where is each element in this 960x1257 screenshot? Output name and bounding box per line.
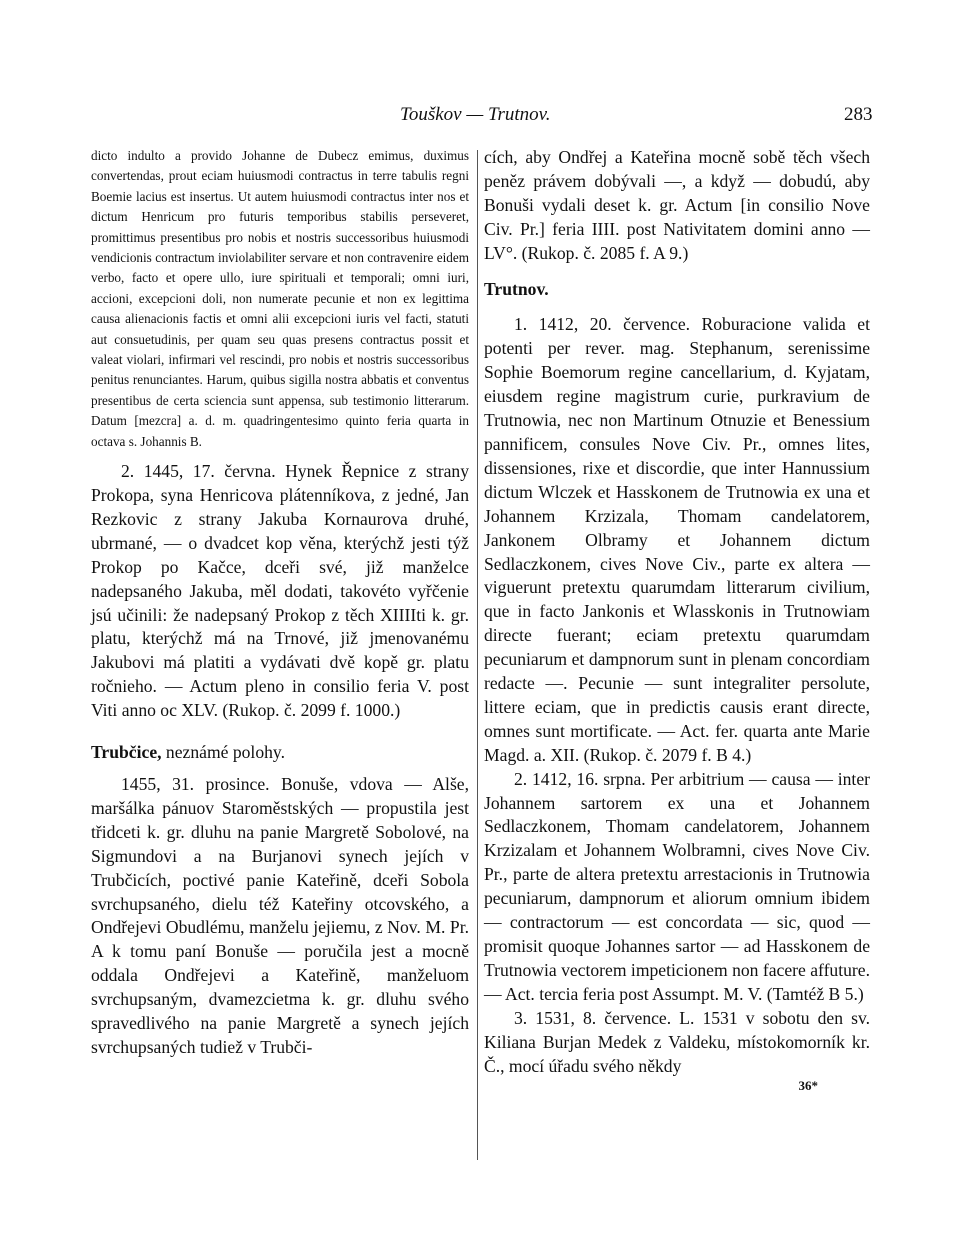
- entry-bonuse-paragraph: 1455, 31. prosince. Bonuše, vdova — Alše, maršálka pánuov Staroměstských — propustila jest třidceti k. gr. dluhu na panie Margretě Sobolové, na Sigmundovi a na Burjanovi synech jejích v Trubčicích, poctivé panie Kateřině, dceři Sobola svrchupsaného, dielu též Kateřiny otcovského, a Ondřejevi Obudlému, manželu jejiemu, z Nov. M. Pr. A k tomu paní Bonuše — poručila jest a mocně oddala Ondřejevi a Kateřině, manželuom svrchupsaným, dvamezcietma k. gr. dluhu svého spravedlivého na panie Margretě a synech jejích svrchupsaných tudiež v Trubči-: [91, 773, 469, 1057]
- latin-charter-paragraph: dicto indulto a provido Johanne de Dubecz emimus, duximus convertendas, prout eciam huiusmodi contractus in terre tabulis regni Boemie lacius est insertus. Ut autem huiusmodi contractus inter nos et dictum Henricum pro futuris temporibus stabilis perseveret, promittimus presentibus pro nobis et nostris successoribus huiusmodi vendicionis contractum inviolabiliter servare et non contravenire eidem verbo, facto et opere ullo, iure spirituali et temporali; omni iuri, accioni, excepcioni doli, non numerate pecunie et non ex legittima causa alienacionis factis et omni alii excepcioni iuris vel facti, statuti aut consuetudinis, per quam seu quas presens contractus possit et valeat violari, infirmari vel rescindi, pro nobis et nostris successoribus penitus renunciantes. Harum, quibus sigilla nostra abbatis et conventus presentibus de certa sciencia sunt appensa, sub testimonio litterarum. Datum [mezcra] a. d. m. quadringentesimo quinto feria quarta in octava s. Johannis B.: [91, 148, 469, 449]
- entry-repnice-paragraph: 2. 1445, 17. června. Hynek Řepnice z strany Prokopa, syna Henricova plátenníkova, z jedné, Jan Rezkovic z strany Jakuba Kornaurova druhé, ubrmané, — o dvadcet kop věna, kterýchž jesti týž Prokop po Kačce, dceři své, již manželce nadepsaného Jakuba, měl dodati, takovéto vyřčenie jsú učinili: že nadepsaný Prokop z těch XIIIIti k. gr. platu, kterýchž má na Trnové, již jmenovanému Jakubovi má platiti a vydávati dvě kopě gr. platu ročnieho. — Actum pleno in consilio feria V. post Viti anno oc XLV. (Rukop. č. 2099 f. 1000.): [91, 461, 469, 721]
- trubcice-title: Trubčice,: [91, 742, 162, 763]
- signature-mark: 36*: [798, 1078, 818, 1094]
- entry-1531-paragraph: 3. 1531, 8. července. L. 1531 v sobotu den sv. Kiliana Burjan Medek z Valdeku, místokomorník kr. Č., mocí úřadu svého někdy: [484, 1007, 870, 1076]
- entry-1412-august-paragraph: 2. 1412, 16. srpna. Per arbitrium — causa — inter Johannem sartorem ex una et Johannem Sedlaczkonem, Thomam candelatorem, Johannem Krzizalam et Johannem Wolbramni, cives Nove Civ. Pr., parte de altera pretextu arrestacionis in Trutnowia pecuniarum, dampnorum et aliorum omnium ibidem — contractorum — est concordata — sic, quod — promisit quoque Johannes sartor — ad Hasskonem de Trutnowia vectorem impeticionem non facere affuture. — Act. tercia feria post Assumpt. M. V. (Tamtéž B 5.): [484, 768, 870, 1004]
- trutnov-heading: Trutnov.: [484, 278, 549, 299]
- entry-1412-july-paragraph: 1. 1412, 20. července. Roburacione valida et potenti per rever. mag. Stephanum, serenissime Sophie Boemorum regine cancellarium, d. Kyjatam, eiusdem regine magistrum curie, purkravium de Trutnowia, nec non Martinum Otnuzie et Benessium pannificem, consules Nove Civ. Pr., omnes lites, dissensiones, rixe et discordie, que inter Hannussium dictum Wlczek et Hasskonem de Trutnowia ex una et Johannem Krzizala, Thomam candelatorem, Jankonem Olbramy et Johannem dictum Sedlaczkonem, cives Nove Civ., parte ex altera — viguerunt pretextu quarumdam litterarum civilium, que in facto Jankonis et Wlasskonis in Trutnowiam directe fuerant; eciam pretextu quarumdam pecuniarum et dampnorum sunt in plenam concordiam redacte —. Pecunie — sunt integraliter persolute, littere eciam, que in predictis causis erant directe, omnes sunt mortificate. — Act. fer. quarta ante Marie Magd. a. XII. (Rukop. č. 2079 f. B 4.): [484, 314, 870, 765]
- trubcice-subtitle: neznámé polohy.: [161, 742, 285, 763]
- page-number: 283: [844, 104, 873, 125]
- column-divider: [477, 150, 478, 1160]
- trubcice-heading: [91, 741, 469, 765]
- right-column: [484, 146, 870, 1094]
- running-title: Touškov — Trutnov.: [400, 104, 551, 125]
- left-column: [91, 146, 469, 1060]
- entry-continuation-paragraph: cích, aby Ondřej a Kateřina mocně sobě těch všech peněz právem dobývali —, a když — dobudú, aby Bonuši vydali deset k. gr. Actum [in consilio Nove Civ. Pr.] feria IIII. post Nativitatem domini anno — LV°. (Rukop. č. 2085 f. A 9.): [484, 147, 870, 263]
- page-header: [0, 96, 960, 136]
